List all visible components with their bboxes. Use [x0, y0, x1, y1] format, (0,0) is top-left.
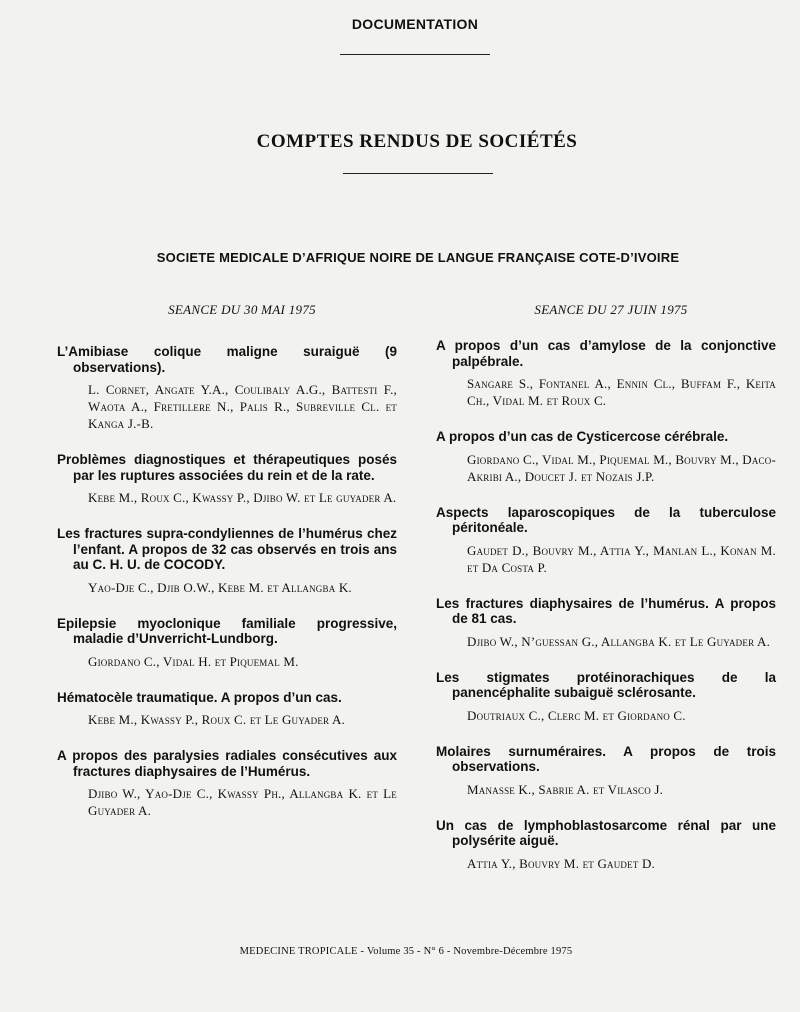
abstract-entry: [436, 596, 776, 650]
entry-title: Un cas de lymphoblastosarcome rénal par une polysérite aiguë.: [436, 817, 776, 848]
abstract-entry: [436, 670, 776, 724]
entry-authors: Kebe M., Kwassy P., Roux C. et Le Guyader A.: [88, 712, 346, 727]
entry-title: A propos d’un cas d’amylose de la conjonctive palpébrale.: [436, 338, 776, 369]
entry-authors: Giordano C., Vidal M., Piquemal M., Bouvry M., Daco-Akribi A., Doucet J. et Nozais J.P.: [467, 451, 776, 484]
entry-title: Epilepsie myoclonique familiale progressive, maladie d’Unverricht-Lundborg.: [57, 615, 397, 646]
abstract-entry: [436, 505, 776, 576]
entry-authors: Djibo W., N’guessan G., Allangba K. et Le Guyader A.: [467, 633, 771, 649]
abstract-entry: [57, 690, 397, 729]
abstract-entry: [57, 344, 397, 432]
seance-heading-right: SEANCE DU 27 JUIN 1975: [534, 302, 688, 317]
abstract-entry: [436, 818, 776, 872]
entry-title: A propos d’un cas de Cysticercose cérébrale.: [436, 429, 729, 444]
left-column: [57, 302, 397, 839]
entry-title: Les fractures supra-condyliennes de l’humérus chez l’enfant. A propos de 32 cas observés en trois ans au C. H. U. de COCODY.: [57, 526, 397, 572]
entry-authors: Doutriaux C., Clerc M. et Giordano C.: [467, 707, 686, 723]
entry-title: Aspects laparoscopiques de la tuberculose péritonéale.: [436, 504, 776, 535]
entry-authors: Djibo W., Yao-Dje C., Kwassy Ph., Allangba K. et Le Guyader A.: [88, 786, 397, 818]
entry-authors: Manasse K., Sabrie A. et Vilasco J.: [467, 781, 664, 797]
entry-title: L’Amibiase colique maligne suraiguë (9 observations).: [57, 344, 397, 375]
abstract-entry: [436, 744, 776, 798]
entry-authors: Yao-Dje C., Djib O.W., Kebe M. et Allangba K.: [88, 579, 352, 595]
society-heading: SOCIETE MEDICALE D’AFRIQUE NOIRE DE LANGUE FRANÇAISE COTE-D’IVOIRE: [156, 250, 680, 265]
abstract-entry: [57, 616, 397, 670]
abstract-entry: [57, 452, 397, 506]
entry-authors: Kebe M., Roux C., Kwassy P., Djibo W. et Le guyader A.: [88, 490, 397, 505]
header-divider: [340, 54, 490, 55]
entry-title: Les stigmates protéinorachiques de la panencéphalite subaiguë sclérosante.: [436, 669, 776, 700]
abstract-entry: [436, 429, 776, 485]
entry-authors: Giordano C., Vidal H. et Piquemal M.: [88, 653, 299, 669]
abstract-entry: [57, 748, 397, 819]
entry-authors: Attia Y., Bouvry M. et Gaudet D.: [467, 855, 656, 871]
entry-title: Problèmes diagnostiques et thérapeutiques posés par les ruptures associées du rein et de la rate.: [57, 452, 397, 483]
entry-title: Hématocèle traumatique. A propos d’un cas.: [57, 689, 342, 705]
journal-footer: MEDECINE TROPICALE - Volume 35 - N° 6 - Novembre-Décembre 1975: [239, 946, 573, 957]
right-column: [436, 302, 776, 892]
entry-authors: Gaudet D., Bouvry M., Attia Y., Manlan L., Konan M. et Da Costa P.: [467, 542, 776, 575]
title-divider: [343, 173, 493, 174]
entry-authors: L. Cornet, Angate Y.A., Coulibaly A.G., Battesti F., Waota A., Fretillere N., Palis R., Subreville Cl. et Kanga J.-B.: [88, 382, 397, 431]
page-title: COMPTES RENDUS DE SOCIÉTÉS: [256, 131, 578, 152]
entry-title: Molaires surnuméraires. A propos de trois observations.: [436, 743, 776, 774]
seance-heading-left: SEANCE DU 30 MAI 1975: [168, 302, 316, 317]
section-header: DOCUMENTATION: [351, 16, 479, 32]
abstract-entry: [57, 526, 397, 596]
entry-authors: Sangare S., Fontanel A., Ennin Cl., Buffam F., Keita Ch., Vidal M. et Roux C.: [467, 376, 776, 408]
entry-title: A propos des paralysies radiales consécutives aux fractures diaphysaires de l’Humérus.: [57, 748, 397, 779]
abstract-entry: [436, 338, 776, 409]
entry-title: Les fractures diaphysaires de l’humérus. A propos de 81 cas.: [436, 595, 776, 626]
